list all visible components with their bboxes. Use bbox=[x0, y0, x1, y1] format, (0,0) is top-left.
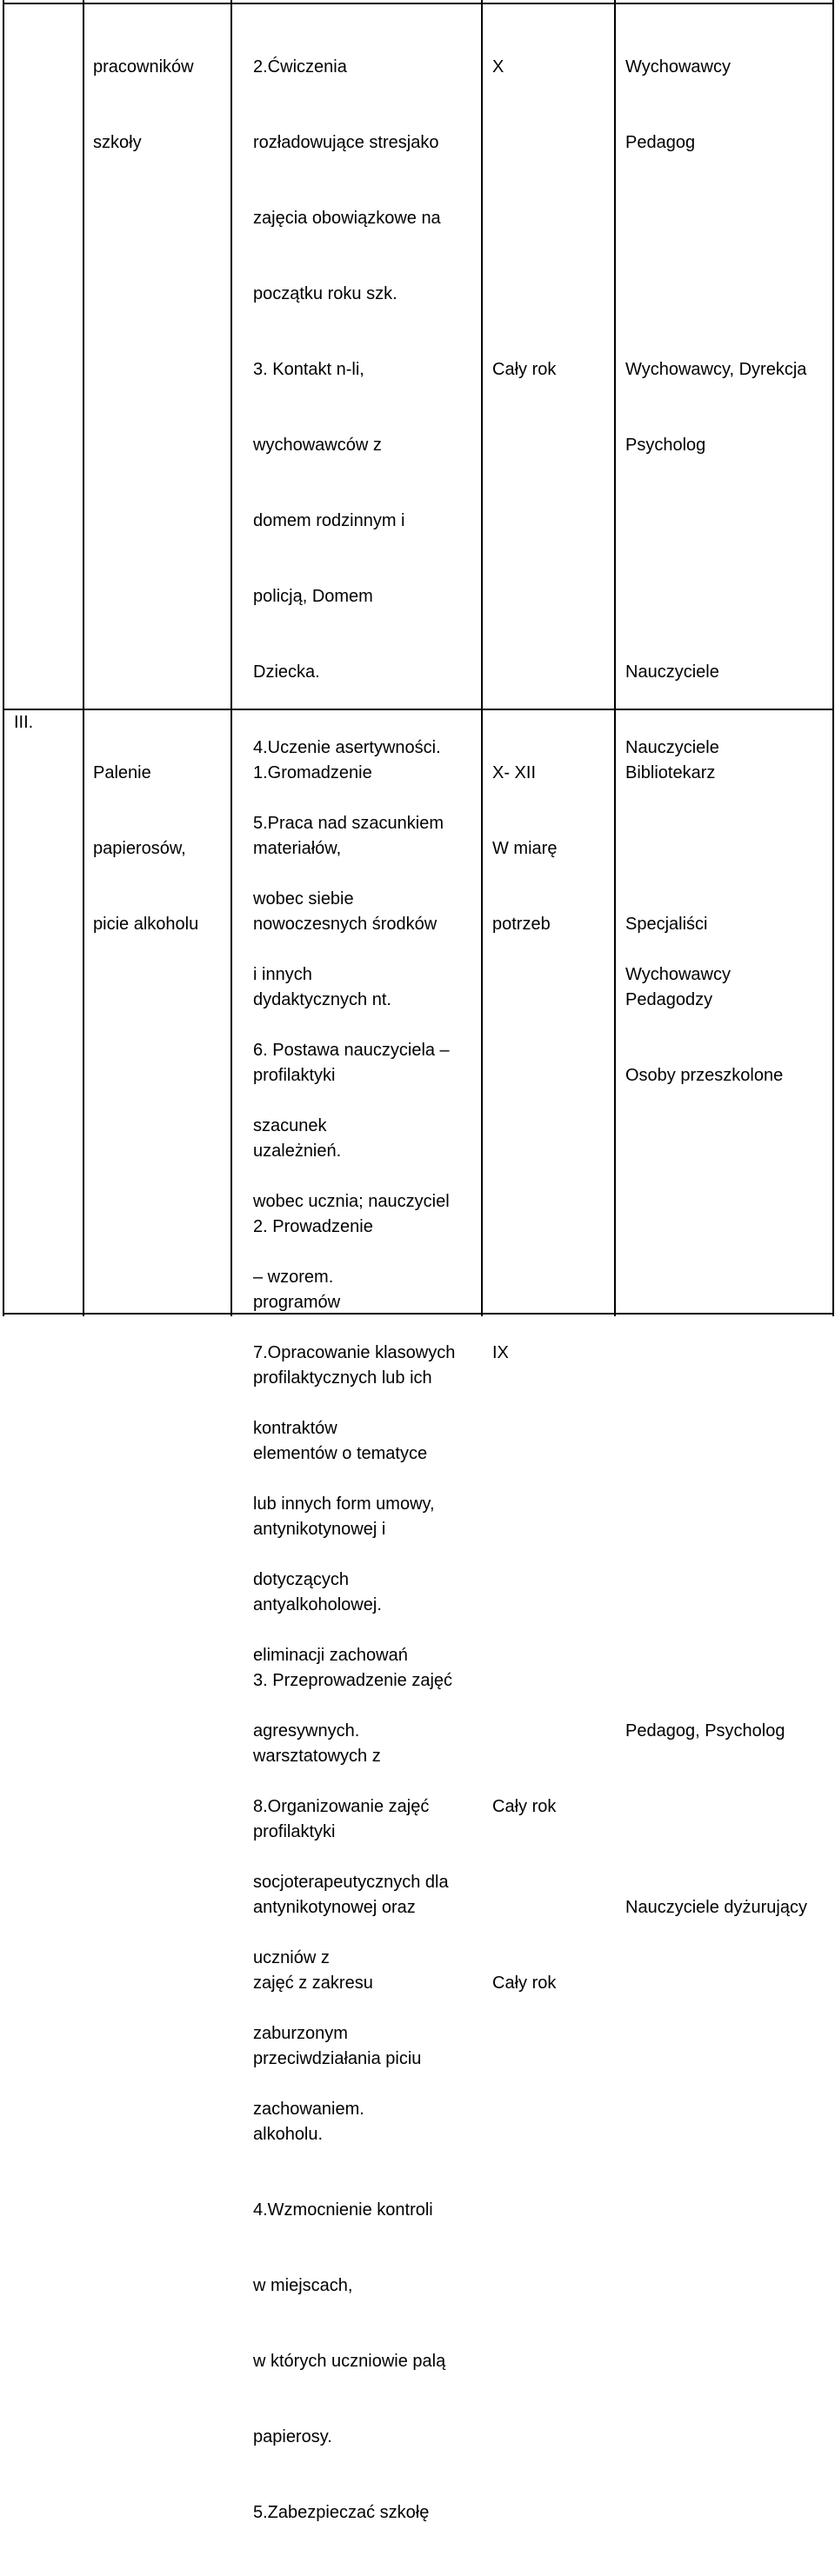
text-line: 5.Praca nad szacunkiem bbox=[253, 814, 444, 833]
text-line: 5.Zabezpieczać szkołę bbox=[253, 2503, 430, 2522]
text-line: Pedagog bbox=[625, 133, 696, 152]
text-line: Cały rok bbox=[492, 1974, 557, 1993]
text-line bbox=[625, 1820, 807, 1845]
text-line: papierosów, bbox=[93, 839, 186, 858]
text-line: Cały rok bbox=[492, 360, 557, 379]
text-line bbox=[492, 1441, 557, 1467]
text-line bbox=[625, 1366, 807, 1391]
text-line: Pedagodzy bbox=[625, 990, 713, 1009]
text-line bbox=[492, 130, 556, 156]
text-line: wobec ucznia; nauczyciel bbox=[253, 1192, 450, 1211]
text-line bbox=[625, 1139, 807, 1164]
text-line: profilaktycznych lub ich bbox=[253, 1368, 432, 1388]
text-line: materiałów, bbox=[253, 839, 342, 858]
text-line: 3. Przeprowadzenie zajęć bbox=[253, 1671, 453, 1690]
text-line: w których uczniowie palą bbox=[253, 2352, 446, 2371]
text-line: 6. Postawa nauczyciela – bbox=[253, 1041, 450, 1060]
text-line: Nauczyciele bbox=[625, 662, 719, 682]
text-line bbox=[625, 584, 806, 609]
text-line: lub innych form umowy, bbox=[253, 1494, 435, 1514]
text-line bbox=[625, 1744, 807, 1769]
text-line: wobec siebie bbox=[253, 889, 354, 909]
text-line: policją, Domem bbox=[253, 587, 373, 606]
text-line: potrzeb bbox=[492, 915, 551, 934]
text-line bbox=[492, 206, 556, 231]
text-line: Psycholog bbox=[625, 436, 706, 455]
text-line: socjoterapeutycznych dla bbox=[253, 1873, 449, 1892]
text-line: Wychowawcy bbox=[625, 57, 731, 77]
row-continued-topic bbox=[93, 4, 194, 206]
text-line bbox=[625, 1517, 807, 1542]
text-line bbox=[492, 1820, 557, 1845]
text-line bbox=[492, 988, 557, 1013]
text-line bbox=[625, 836, 807, 862]
text-line: zachowaniem. bbox=[253, 2100, 364, 2119]
text-line bbox=[492, 1517, 557, 1542]
row-topic bbox=[93, 710, 198, 988]
text-line bbox=[625, 1215, 807, 1240]
text-line: Bibliotekarz bbox=[625, 763, 716, 782]
table-column-divider-1 bbox=[83, 0, 84, 1316]
text-line: nowoczesnych środków bbox=[253, 915, 438, 934]
table-column-divider-3 bbox=[481, 0, 483, 1316]
text-line: zajęć z zakresu bbox=[253, 1974, 373, 1993]
table-border-left bbox=[3, 0, 4, 1316]
text-line: 4.Wzmocnienie kontroli bbox=[253, 2200, 433, 2220]
text-line: 4.Uczenie asertywności. bbox=[253, 738, 441, 757]
text-line: przeciwdziałania piciu bbox=[253, 2049, 422, 2068]
text-line: profilaktyki bbox=[253, 1822, 336, 1841]
text-line bbox=[492, 1063, 557, 1088]
text-line bbox=[492, 1215, 557, 1240]
table-column-divider-4 bbox=[614, 0, 616, 1316]
text-line bbox=[492, 282, 556, 307]
text-line bbox=[492, 1139, 557, 1164]
text-line: Nauczyciele dyżurujący bbox=[625, 1898, 807, 1917]
text-line: Palenie bbox=[93, 763, 151, 782]
text-line: Wychowawcy, Dyrekcja bbox=[625, 360, 807, 379]
text-line: warsztatowych z bbox=[253, 1747, 381, 1766]
text-line bbox=[625, 509, 806, 534]
text-line: pracowników bbox=[93, 57, 194, 77]
text-line bbox=[492, 509, 556, 534]
text-line bbox=[625, 206, 806, 231]
text-line: profilaktyki bbox=[253, 1066, 336, 1085]
text-line: 7.Opracowanie klasowych bbox=[253, 1343, 456, 1362]
text-line: Nauczyciele bbox=[625, 738, 719, 757]
text-line: wychowawców z bbox=[253, 436, 382, 455]
text-line: antyalkoholowej. bbox=[253, 1595, 382, 1614]
text-line bbox=[492, 584, 556, 609]
text-line: początku roku szk. bbox=[253, 284, 397, 303]
text-line: X- XII bbox=[492, 763, 537, 782]
text-line: W miarę bbox=[492, 839, 558, 858]
text-line: X bbox=[492, 57, 504, 77]
text-line bbox=[492, 1290, 557, 1315]
text-line: antynikotynowej i bbox=[253, 1520, 386, 1539]
text-line: Pedagog, Psycholog bbox=[625, 1721, 785, 1741]
text-line: Wychowawcy bbox=[625, 965, 731, 984]
text-line bbox=[492, 1668, 557, 1694]
text-line: zajęcia obowiązkowe na bbox=[253, 209, 441, 228]
row-timing bbox=[492, 710, 557, 2047]
text-line bbox=[492, 1744, 557, 1769]
text-line: dydaktycznych nt. bbox=[253, 990, 391, 1009]
text-line: szkoły bbox=[93, 133, 142, 152]
text-line: Cały rok bbox=[492, 1797, 557, 1816]
text-line: eliminacji zachowań bbox=[253, 1646, 408, 1665]
text-line: i innych bbox=[253, 965, 312, 984]
text-line: alkoholu. bbox=[253, 2125, 324, 2144]
text-line: 2.Ćwiczenia bbox=[253, 57, 347, 77]
text-line: antynikotynowej oraz bbox=[253, 1898, 416, 1917]
text-line: – wzorem. bbox=[253, 1268, 334, 1287]
text-line bbox=[625, 1290, 807, 1315]
text-line: domem rodzinnym i bbox=[253, 511, 405, 530]
text-line: agresywnych. bbox=[253, 1721, 360, 1741]
text-line: picie alkoholu bbox=[93, 915, 199, 934]
text-line: zaburzonym bbox=[253, 2024, 348, 2043]
table-border-right bbox=[832, 0, 834, 1316]
text-line bbox=[625, 1593, 807, 1618]
row-tasks bbox=[253, 710, 452, 2576]
text-line: uzależnień. bbox=[253, 1142, 342, 1161]
text-line: Dziecka. bbox=[253, 662, 320, 682]
text-line bbox=[625, 1441, 807, 1467]
text-line: uczniów z bbox=[253, 1948, 330, 1967]
row-responsible bbox=[625, 710, 807, 1971]
table-column-divider-2 bbox=[230, 0, 232, 1316]
text-line: dotyczących bbox=[253, 1570, 350, 1589]
text-line: szacunek bbox=[253, 1116, 327, 1135]
text-line: 8.Organizowanie zajęć bbox=[253, 1797, 430, 1816]
text-line: Specjaliści bbox=[625, 915, 708, 934]
text-line bbox=[492, 660, 556, 685]
text-line bbox=[492, 1895, 557, 1920]
text-line: IX bbox=[492, 1343, 509, 1362]
text-line: 2. Prowadzenie bbox=[253, 1217, 373, 1236]
text-line: programów bbox=[253, 1293, 341, 1312]
text-line: Osoby przeszkolone bbox=[625, 1066, 784, 1085]
text-line bbox=[492, 1366, 557, 1391]
row-number: III. bbox=[14, 713, 34, 732]
text-line: w miejscach, bbox=[253, 2276, 353, 2295]
text-line bbox=[492, 1593, 557, 1618]
text-line: elementów o tematyce bbox=[253, 1444, 428, 1463]
text-line bbox=[492, 433, 556, 458]
text-line bbox=[625, 1668, 807, 1694]
text-line: papierosy. bbox=[253, 2427, 332, 2446]
text-line: 3. Kontakt n-li, bbox=[253, 360, 364, 379]
text-line: rozładowujące stresjako bbox=[253, 133, 439, 152]
text-line bbox=[625, 282, 806, 307]
text-line: 1.Gromadzenie bbox=[253, 763, 372, 782]
text-line: kontraktów bbox=[253, 1419, 337, 1438]
